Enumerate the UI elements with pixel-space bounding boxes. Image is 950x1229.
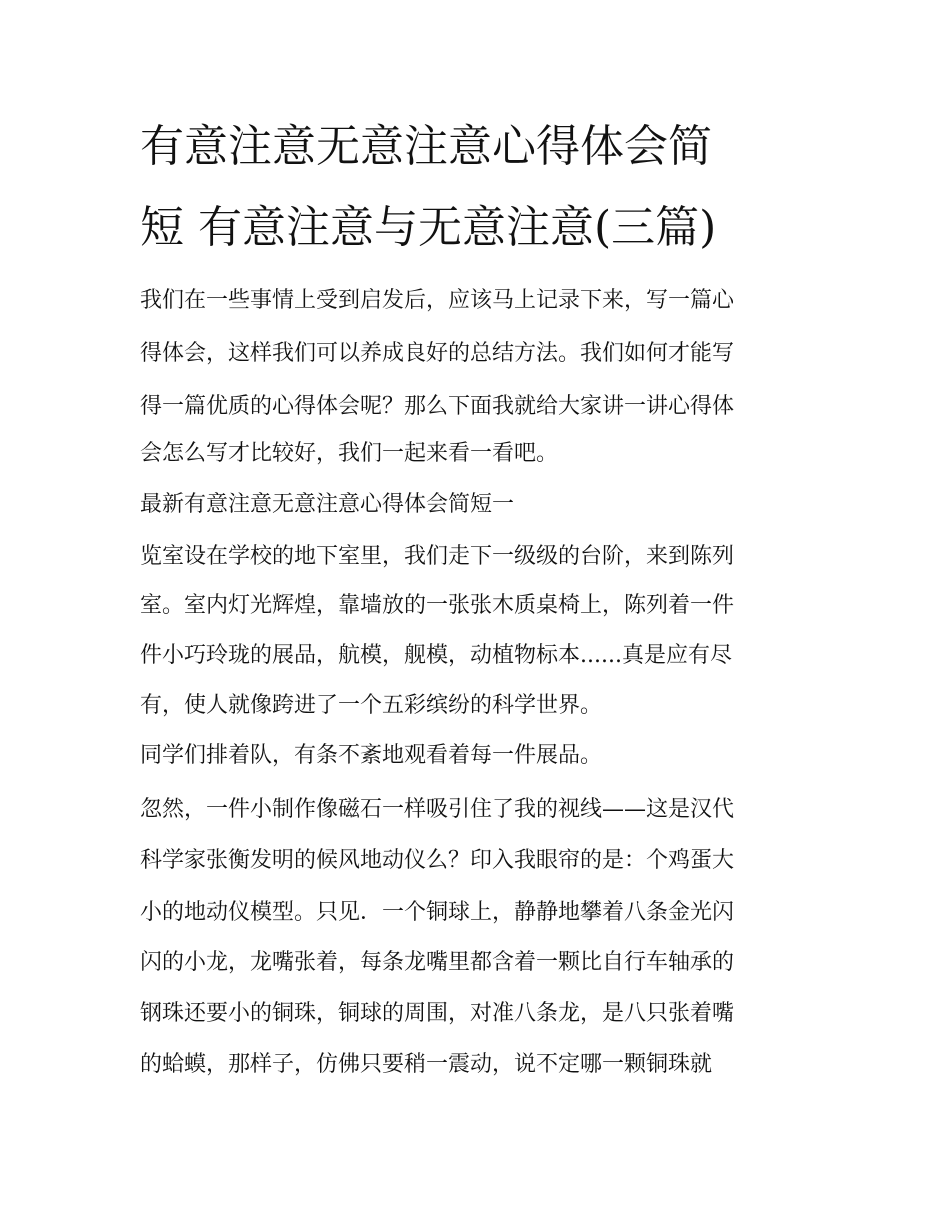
paragraph-line: 钢珠还要小的铜珠，铜球的周围，对准八条龙，是八只张着嘴	[140, 1001, 735, 1026]
paragraph-line: 我们在一些事情上受到启发后，应该马上记录下来，写一篇心	[140, 288, 735, 313]
document-title-line-2: 短 有意注意与无意注意(三篇)	[140, 202, 717, 253]
document-title-line-1: 有意注意无意注意心得体会简	[140, 121, 712, 172]
section-heading: 最新有意注意无意注意心得体会简短一	[140, 492, 515, 517]
paragraph-line: 科学家张衡发明的候风地动仪么？印入我眼帘的是：个鸡蛋大	[140, 848, 735, 873]
paragraph-line: 忽然，一件小制作像磁石一样吸引住了我的视线——这是汉代	[140, 797, 735, 822]
paragraph-line: 会怎么写才比较好，我们一起来看一看吧。	[140, 441, 559, 466]
paragraph-line: 得体会，这样我们可以养成良好的总结方法。我们如何才能写	[140, 341, 735, 366]
paragraph-line: 得一篇优质的心得体会呢？那么下面我就给大家讲一讲心得体	[140, 394, 735, 419]
paragraph-line: 闪的小龙，龙嘴张着，每条龙嘴里都含着一颗比自行车轴承的	[140, 950, 735, 975]
paragraph-line: 室。室内灯光辉煌，靠墙放的一张张木质桌椅上，陈列着一件	[140, 593, 735, 618]
paragraph-line: 件小巧玲珑的展品，航模，舰模，动植物标本......真是应有尽	[140, 643, 732, 668]
paragraph-line: 小的地动仪模型。只见．一个铜球上，静静地攀着八条金光闪	[140, 900, 735, 925]
paragraph-line: 有，使人就像跨进了一个五彩缤纷的科学世界。	[140, 693, 603, 718]
paragraph-line: 览室设在学校的地下室里，我们走下一级级的台阶，来到陈列	[140, 544, 735, 569]
paragraph-line: 的蛤蟆，那样子，仿佛只要稍一震动，说不定哪一颗铜珠就	[140, 1052, 713, 1077]
paragraph-line: 同学们排着队，有条不紊地观看着每一件展品。	[140, 743, 603, 768]
